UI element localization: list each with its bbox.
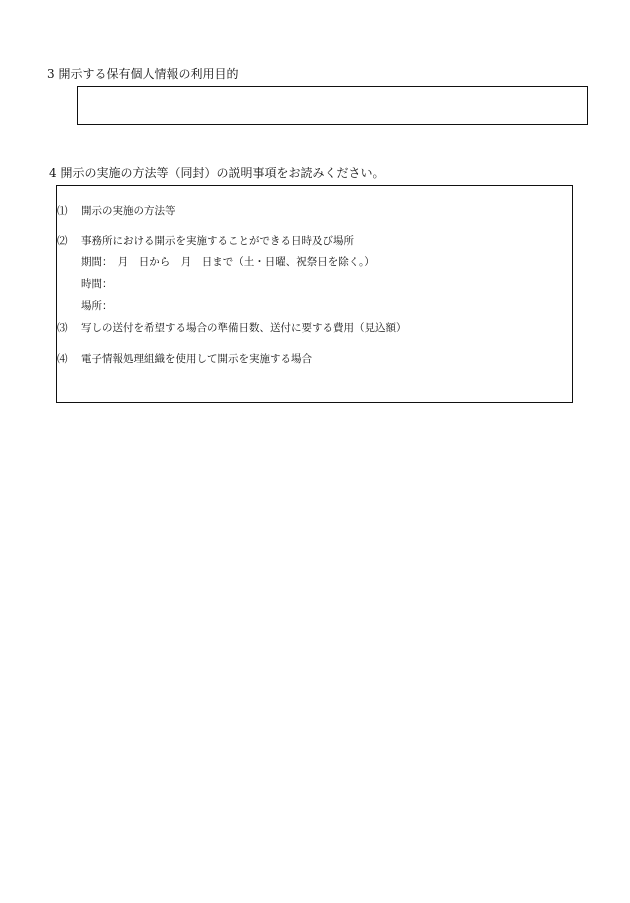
item-1-number: ⑴: [57, 205, 68, 217]
period-line: 期間： 月 日から 月 日まで（土・日曜、祝祭日を除く。）: [81, 256, 375, 268]
time-line: 時間：: [81, 278, 113, 290]
item-3-number: ⑶: [57, 322, 68, 334]
item-1-text: 開示の実施の方法等: [81, 205, 176, 217]
item-4-number: ⑷: [57, 353, 68, 365]
item-2-number: ⑵: [57, 235, 68, 247]
item-3: [57, 321, 407, 335]
item-1: [57, 204, 176, 218]
purpose-of-use-box: [77, 86, 588, 125]
section-4-heading: 4 開示の実施の方法等（同封）の説明事項をお読みください。: [49, 166, 385, 180]
place-line: 場所：: [81, 300, 113, 312]
item-3-text: 写しの送付を希望する場合の準備日数、送付に要する費用（見込額）: [81, 322, 407, 334]
item-2-text: 事務所における開示を実施することができる日時及び場所: [81, 235, 354, 247]
section-3-heading: 3 開示する保有個人情報の利用目的: [47, 67, 239, 81]
item-4: [57, 352, 312, 366]
item-4-text: 電子情報処理組織を使用して開示を実施する場合: [81, 353, 312, 365]
item-2: [57, 234, 354, 248]
